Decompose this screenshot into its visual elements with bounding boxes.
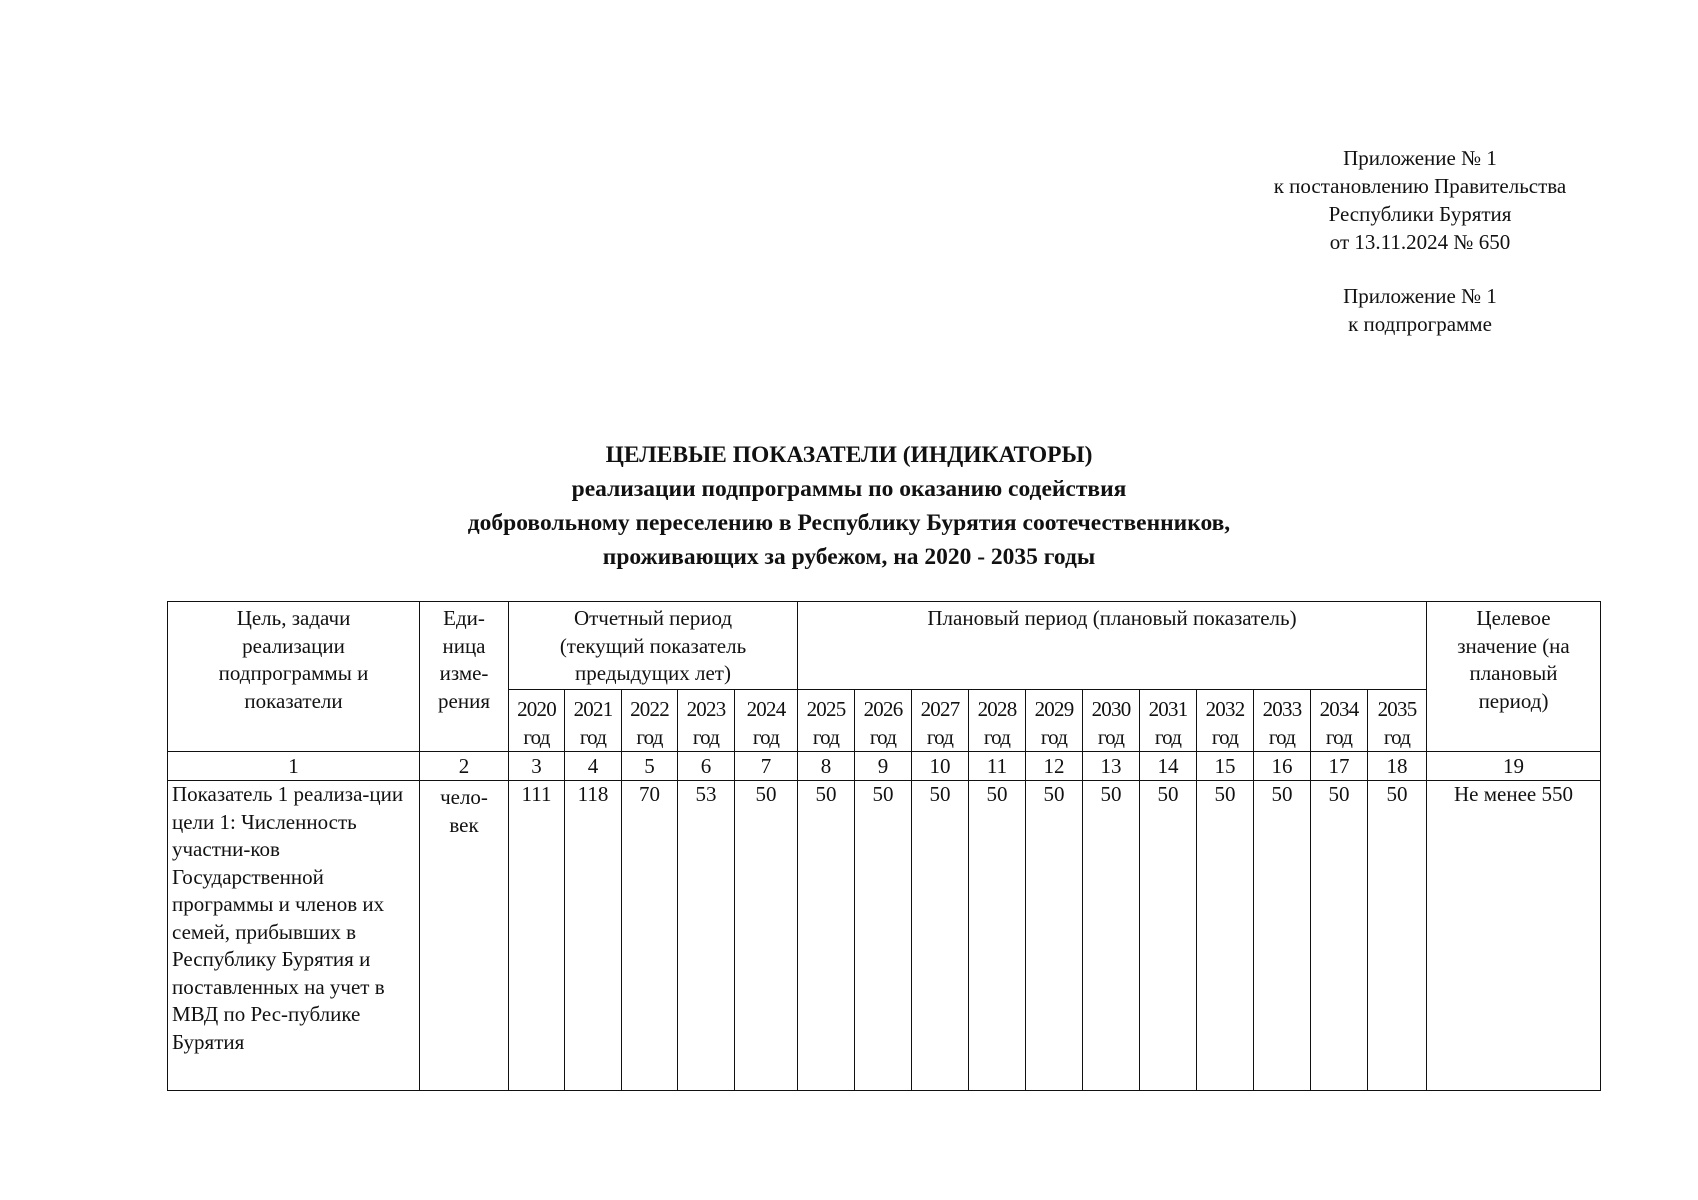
year-suffix: год	[1097, 724, 1125, 749]
year-header	[1254, 690, 1311, 752]
indicator-name: Показатель 1 реализа-ции цели 1: Численность участни-ков Государственной программы и членов их семей, прибывших в Республику Бурятия и поставленных на учет в МВД по Рес-публике Бурятия	[168, 781, 420, 1091]
indicator-value: 50	[1368, 781, 1427, 1091]
year-header	[1026, 690, 1083, 752]
indicator-value: 50	[1197, 781, 1254, 1091]
year-suffix: год	[579, 724, 607, 749]
indicator-value: 50	[1254, 781, 1311, 1091]
year-value: 2032	[1205, 697, 1245, 721]
year-suffix: год	[1040, 724, 1068, 749]
year-suffix: год	[523, 724, 550, 749]
indicator-value: 50	[1311, 781, 1368, 1091]
appendix-block	[1220, 144, 1620, 338]
column-number: 19	[1427, 752, 1601, 781]
column-number: 15	[1197, 752, 1254, 781]
year-suffix: год	[692, 724, 720, 749]
year-value: 2020	[517, 697, 556, 721]
column-number: 2	[420, 752, 509, 781]
year-suffix: год	[752, 724, 780, 749]
indicator-value: 118	[565, 781, 622, 1091]
year-value: 2027	[920, 697, 960, 721]
indicator-value: 111	[509, 781, 565, 1091]
appendix-line: к постановлению Правительства	[1273, 174, 1567, 198]
title-line: проживающих за рубежом, на 2020 - 2035 годы	[602, 544, 1096, 570]
title-line: ЦЕЛЕВЫЕ ПОКАЗАТЕЛИ (ИНДИКАТОРЫ)	[605, 442, 1093, 468]
column-number: 8	[798, 752, 855, 781]
year-header	[678, 690, 735, 752]
indicator-value: 53	[678, 781, 735, 1091]
year-value: 2023	[686, 697, 726, 721]
year-value: 2024	[746, 697, 786, 721]
year-suffix: год	[812, 724, 840, 749]
column-number: 16	[1254, 752, 1311, 781]
indicator-value: 50	[912, 781, 969, 1091]
year-header	[1140, 690, 1197, 752]
indicator-unit: чело-век	[420, 781, 509, 1091]
title-line: реализации подпрограммы по оказанию содействия	[571, 476, 1127, 502]
indicator-value: 50	[1140, 781, 1197, 1091]
year-header	[969, 690, 1026, 752]
column-number: 14	[1140, 752, 1197, 781]
indicator-value: 70	[622, 781, 678, 1091]
year-value: 2031	[1148, 697, 1188, 721]
column-number: 13	[1083, 752, 1140, 781]
appendix-line: от 13.11.2024 № 650	[1329, 230, 1511, 254]
year-header	[735, 690, 798, 752]
header-planned-period: Плановый период (плановый показатель)	[798, 602, 1427, 690]
indicator-value: 50	[1026, 781, 1083, 1091]
year-header	[855, 690, 912, 752]
column-number: 10	[912, 752, 969, 781]
year-suffix: год	[1383, 724, 1411, 749]
year-suffix: год	[869, 724, 897, 749]
year-value: 2025	[806, 697, 846, 721]
header-reporting-period: Отчетный период (текущий показатель предыдущих лет)	[509, 602, 798, 690]
year-value: 2022	[630, 697, 669, 721]
year-suffix: год	[983, 724, 1011, 749]
indicator-target: Не менее 550	[1427, 781, 1601, 1091]
year-header	[1368, 690, 1427, 752]
column-number: 9	[855, 752, 912, 781]
year-suffix: год	[1211, 724, 1239, 749]
year-suffix: год	[926, 724, 954, 749]
indicator-value: 50	[735, 781, 798, 1091]
year-header	[509, 690, 565, 752]
year-value: 2030	[1091, 697, 1131, 721]
year-value: 2028	[977, 697, 1017, 721]
year-value: 2029	[1034, 697, 1074, 721]
year-header	[1083, 690, 1140, 752]
year-suffix: год	[1268, 724, 1296, 749]
year-value: 2035	[1377, 697, 1417, 721]
column-number: 7	[735, 752, 798, 781]
indicator-value: 50	[855, 781, 912, 1091]
header-goal: Цель, задачи реализации подпрограммы и показатели	[168, 602, 420, 752]
year-header	[622, 690, 678, 752]
indicators-table	[167, 601, 1601, 1091]
year-header	[1197, 690, 1254, 752]
indicator-value: 50	[969, 781, 1026, 1091]
column-number: 17	[1311, 752, 1368, 781]
column-number: 11	[969, 752, 1026, 781]
year-header	[565, 690, 622, 752]
year-suffix: год	[1325, 724, 1353, 749]
appendix-line: Республики Бурятия	[1328, 202, 1512, 226]
year-header	[798, 690, 855, 752]
year-header	[1311, 690, 1368, 752]
column-number: 1	[168, 752, 420, 781]
year-header	[912, 690, 969, 752]
column-number: 4	[565, 752, 622, 781]
column-number: 18	[1368, 752, 1427, 781]
column-number: 6	[678, 752, 735, 781]
header-unit: Еди-ница изме-рения	[420, 602, 509, 752]
title-line: добровольному переселению в Республику Бурятия соотечественников,	[467, 510, 1231, 536]
column-number: 3	[509, 752, 565, 781]
document-title	[0, 438, 1698, 574]
indicator-value: 50	[1083, 781, 1140, 1091]
column-number: 5	[622, 752, 678, 781]
year-suffix: год	[636, 724, 663, 749]
year-value: 2034	[1319, 697, 1359, 721]
appendix-line: к подпрограмме	[1348, 312, 1492, 336]
year-suffix: год	[1154, 724, 1182, 749]
year-value: 2033	[1262, 697, 1302, 721]
appendix-line: Приложение № 1	[1343, 284, 1497, 308]
indicator-value: 50	[798, 781, 855, 1091]
year-value: 2026	[863, 697, 903, 721]
header-target: Целевое значение (на плановый период)	[1427, 602, 1601, 752]
year-value: 2021	[573, 697, 613, 721]
appendix-line: Приложение № 1	[1343, 146, 1497, 170]
column-number: 12	[1026, 752, 1083, 781]
